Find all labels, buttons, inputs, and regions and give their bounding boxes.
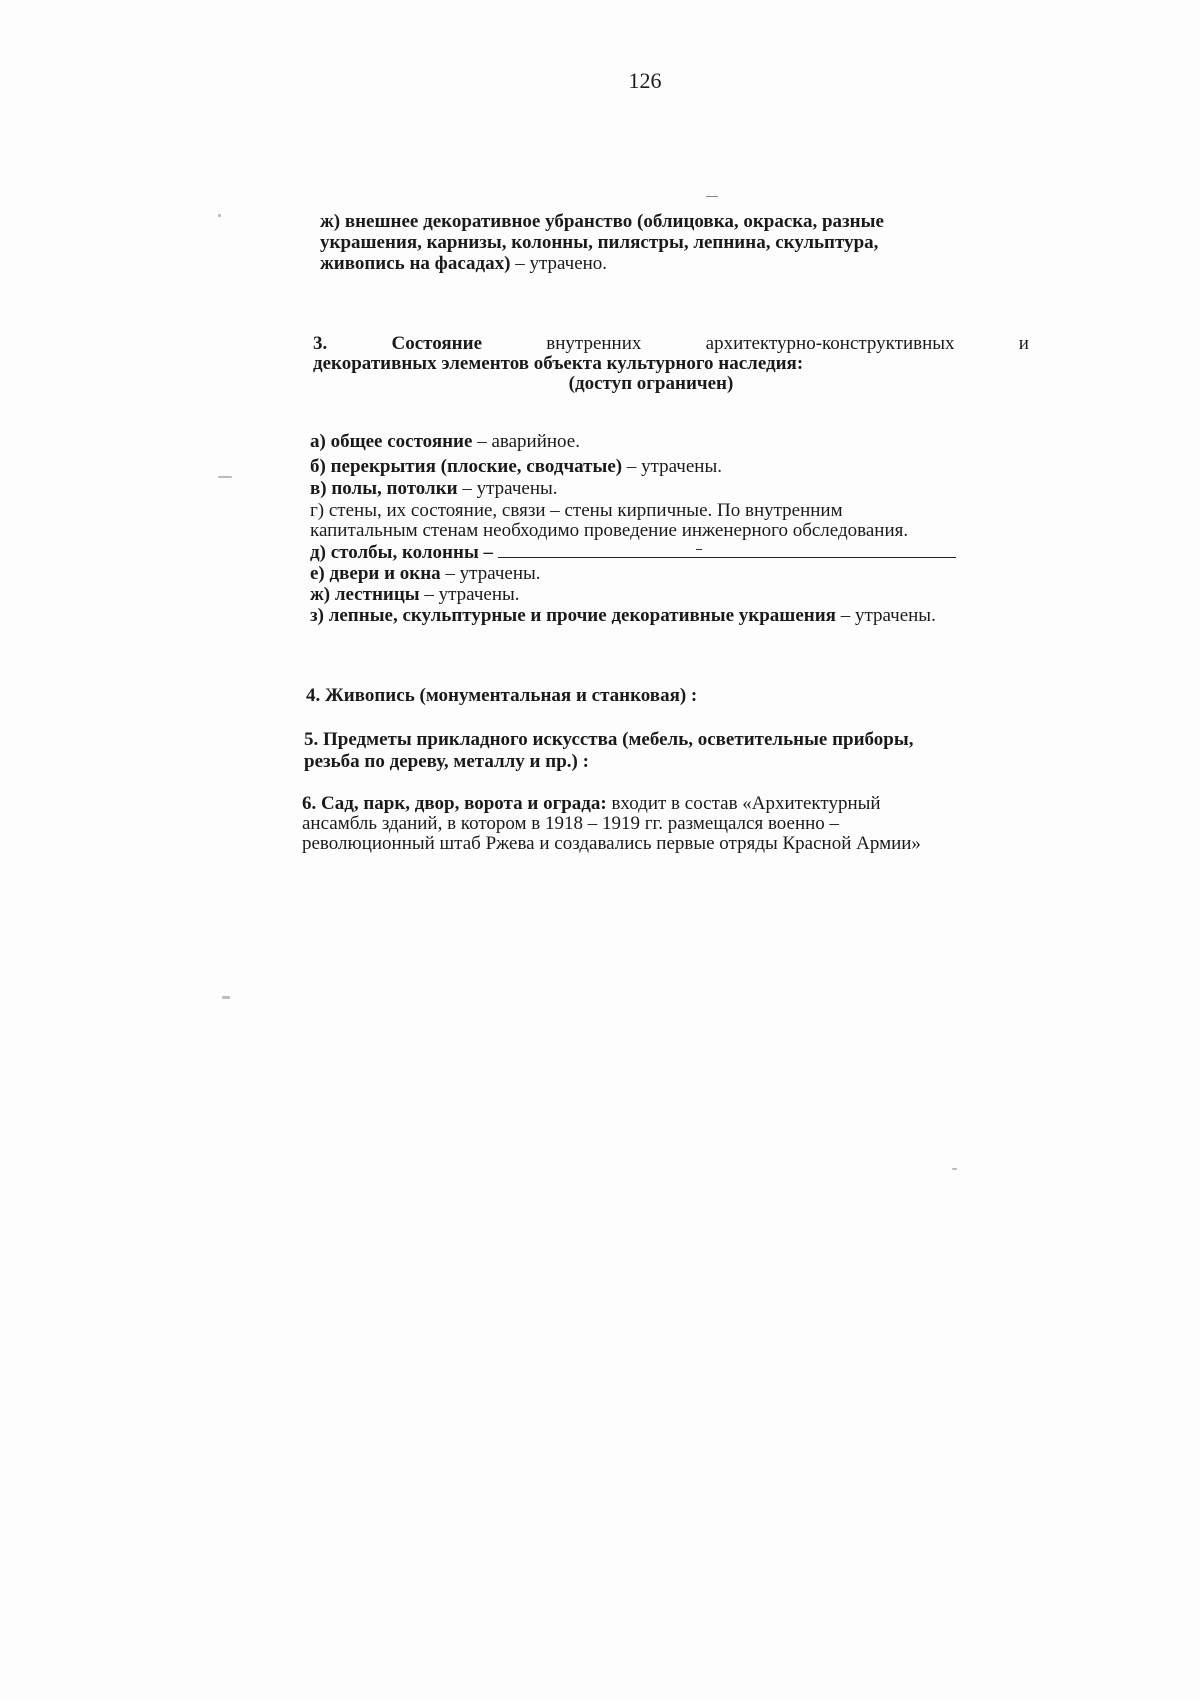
- section-4: 4. Живопись (монументальная и станковая) :: [306, 685, 698, 706]
- section-5-line-1: 5. Предметы прикладного искусства (мебель, осветительные приборы,: [304, 729, 914, 750]
- item-a-value: – аварийное.: [472, 431, 580, 452]
- item-d: [310, 541, 1028, 562]
- item-e: [310, 564, 1028, 583]
- divider-mark: [706, 196, 718, 197]
- section-6-label: 6. Сад, парк, двор, ворота и ограда:: [302, 793, 607, 814]
- item-z-value: – утрачены.: [835, 605, 936, 626]
- scan-speck: [218, 476, 232, 478]
- external-decoration-line-3: [320, 254, 1034, 273]
- external-decoration-line-1: [320, 212, 1034, 231]
- section-6: [302, 794, 1018, 853]
- external-decoration-text-2: украшения, карнизы, колонны, пилястры, лепнина, скульптура,: [320, 232, 879, 253]
- item-b-value: – утрачены.: [622, 456, 722, 477]
- scan-speck: [218, 214, 221, 217]
- section-3-number: 3.: [313, 333, 328, 354]
- item-v-label: в) полы, потолки: [310, 478, 458, 499]
- external-decoration-paragraph: [320, 212, 1034, 273]
- external-decoration-text-1: ж) внешнее декоративное убранство (облицовка, окраска, разные: [320, 211, 884, 232]
- section-6-line-3: революционный штаб Ржева и создавались первые отряды Красной Армии»: [302, 833, 921, 854]
- scan-speck: [952, 1168, 957, 1170]
- access-note: (доступ ограничен): [568, 373, 734, 394]
- external-decoration-text-3: живопись на фасадах): [320, 253, 511, 274]
- item-e-label: е) двери и окна: [310, 563, 441, 584]
- item-d-label: д) столбы, колонны –: [310, 542, 498, 563]
- section-6-line-1: [302, 794, 1018, 813]
- section-5-line-2: резьба по дереву, металлу и пр.) :: [304, 751, 589, 772]
- item-g-text-1: г) стены, их состояние, связи – стены кирпичные. По внутренним: [310, 500, 843, 521]
- section-3-word-1: Состояние: [391, 333, 482, 354]
- item-v-value: – утрачены.: [457, 478, 558, 499]
- section-3-word-4: и: [1018, 333, 1029, 354]
- section-6-text-1: входит в состав «Архитектурный: [606, 793, 881, 814]
- external-decoration-line-2: [320, 233, 1034, 252]
- item-zh-value: – утрачены.: [419, 584, 520, 605]
- item-z-label: з) лепные, скульптурные и прочие декоративные украшения: [310, 605, 836, 626]
- scan-speck: [222, 996, 230, 999]
- item-d-blank-line: [498, 541, 956, 558]
- item-z: [310, 606, 1028, 625]
- section-3-word-2: внутренних: [546, 333, 642, 354]
- item-e-value: – утрачены.: [440, 563, 541, 584]
- section-3-heading-line-1: [313, 334, 1029, 353]
- item-v: [310, 479, 1028, 498]
- item-g-line-1: [310, 501, 1028, 520]
- item-b: [310, 457, 1028, 476]
- item-a: [310, 432, 1028, 451]
- section-6-text-2: ансамбль зданий, в котором в 1918 – 1919 гг. размещался военно –: [302, 813, 840, 834]
- section-3-heading: [313, 334, 1029, 393]
- item-g-line-2: капитальным стенам необходимо проведение инженерного обследования.: [310, 520, 909, 541]
- item-b-label: б) перекрытия (плоские, сводчатые): [310, 456, 623, 477]
- section-5: [304, 730, 994, 771]
- section-3-word-3: архитектурно-конструктивных: [705, 333, 955, 354]
- blank-tick-mark: [696, 549, 702, 550]
- external-decoration-value: – утрачено.: [510, 253, 608, 274]
- section-6-line-2: [302, 814, 1018, 833]
- section-3-heading-line-2: декоративных элементов объекта культурного наследия:: [313, 353, 804, 374]
- page-number: 126: [628, 68, 662, 93]
- item-zh-label: ж) лестницы: [310, 584, 420, 605]
- item-zh: [310, 585, 1028, 604]
- interior-items-list: [310, 432, 1028, 625]
- item-a-label: а) общее состояние: [310, 431, 473, 452]
